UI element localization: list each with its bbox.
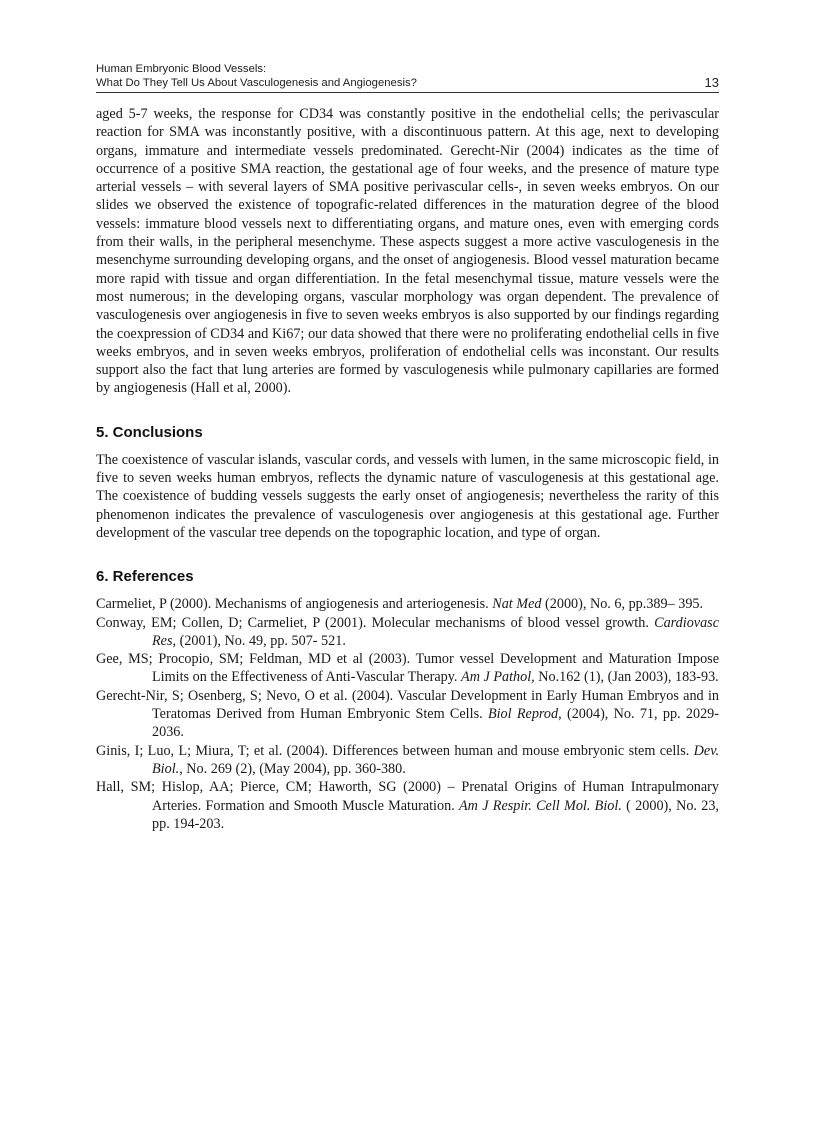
reference-details: ( 2000), No. 23, pp. 194-203.	[152, 797, 719, 832]
running-header	[96, 62, 719, 93]
header-title-line-2: What Do They Tell Us About Vasculogenesis and Angiogenesis?	[96, 77, 417, 89]
conclusions-paragraph: The coexistence of vascular islands, vascular cords, and vessels with lumen, in the same microscopic field, in five to seven weeks human embryos, reflects the dynamic nature of vasculogenesis at this gestational age. The coexistence of budding vessels suggests the early onset of angiogenesis; nevertheless the rarity of this phenomenon indicates the prevalence of vasculogenesis over angiogenesis at this gestational age. Further development of the vascular tree depends on the topographic location, and type of organ.	[96, 451, 719, 541]
references-heading: 6. References	[96, 568, 194, 586]
reference-journal: Cardiovasc Res	[152, 614, 719, 649]
reference-details: , No. 269 (2), (May 2004), pp. 360-380.	[179, 760, 406, 777]
reference-details: No.162 (1), (Jan 2003), 183-93.	[534, 669, 719, 686]
reference-journal: Nat Med	[492, 596, 542, 613]
reference-item	[96, 595, 719, 613]
reference-item	[96, 650, 719, 687]
conclusions-heading: 5. Conclusions	[96, 423, 203, 441]
reference-text: Hall, SM; Hislop, AA; Pierce, CM; Haworth, SG (2000) – Prenatal Origins of Human Intrapulmonary Arteries. Formation and Smooth Muscle Maturation.	[96, 779, 719, 814]
reference-item	[96, 614, 719, 651]
reference-item	[96, 778, 719, 833]
reference-text: Gee, MS; Procopio, SM; Feldman, MD et al (2003). Tumor vessel Development and Maturation Impose Limits on the Effectiveness of Anti-Vascular Therapy.	[96, 651, 719, 686]
reference-item	[96, 742, 719, 779]
reference-journal: Am J Pathol,	[461, 669, 535, 686]
reference-text: Conway, EM; Collen, D; Carmeliet, P (2001). Molecular mechanisms of blood vessel growth.	[96, 614, 655, 631]
reference-details: , (2004), No. 71, pp. 2029- 2036.	[152, 706, 719, 741]
reference-journal: Biol Reprod	[487, 706, 559, 723]
page	[96, 62, 719, 833]
reference-list	[96, 595, 719, 833]
reference-text: Carmeliet, P (2000). Mechanisms of angiogenesis and arteriogenesis.	[96, 596, 493, 613]
reference-journal: Dev. Biol.	[152, 742, 719, 777]
reference-text: Gerecht-Nir, S; Osenberg, S; Nevo, O et al. (2004). Vascular Development in Early Human Embryos and in Teratomas Derived from Human Embryonic Stem Cells.	[96, 687, 719, 723]
discussion-paragraph: aged 5-7 weeks, the response for CD34 was constantly positive in the endothelial cells; the perivascular reaction for SMA was inconstantly positive, with a discontinuous pattern. At this age, next to developing organs, immature and intermediate vessels predominated. Gerecht-Nir (2004) indicates as the time of occurrence of a positive SMA reaction, the gestational age of four weeks, and the presence of mature type arterial vessels – with several layers of SMA positive perivascular cells-, in seven weeks embryos. On our slides we observed the existence of topografic-related differences in the maturation degree of the blood vessels: immature blood vessels next to differentiating organs, and mature ones, even with emerging cords from their walls, in the peripheral mesenchyme. These aspects suggest a more active vasculogenesis in the mesenchyme surrounding developing organs, and the onset of angiogenesis. Blood vessel maturation became more rapid with tissue and organ differentiation. In the fetal mesenchymal tissue, mature vessels were the most numerous; in the developing organs, vascular morphology was organ dependent. The prevalence of vasculogenesis over angiogenesis in five to seven weeks embryos is also supported by our findings regarding the coexpression of CD34 and Ki67; our data showed that there were no proliferating endothelial cells in five weeks embryos, and in seven weeks embryos, proliferation of endothelial cells was inconstant. Our results support also the fact that lung arteries are formed by vasculogenesis while pulmonary capillaries are formed by angiogenesis (Hall et al, 2000).	[96, 106, 719, 397]
page-number: 13	[704, 75, 719, 90]
reference-details: (2000), No. 6, pp.389– 395.	[541, 596, 704, 613]
header-title-line-1: Human Embryonic Blood Vessels:	[96, 63, 267, 75]
reference-journal: Am J Respir. Cell Mol. Biol.	[459, 797, 622, 814]
reference-item	[96, 687, 719, 742]
reference-text: Ginis, I; Luo, L; Miura, T; et al. (2004). Differences between human and mouse embryonic stem cells.	[96, 742, 694, 759]
reference-details: , (2001), No. 49, pp. 507- 521.	[172, 632, 346, 649]
